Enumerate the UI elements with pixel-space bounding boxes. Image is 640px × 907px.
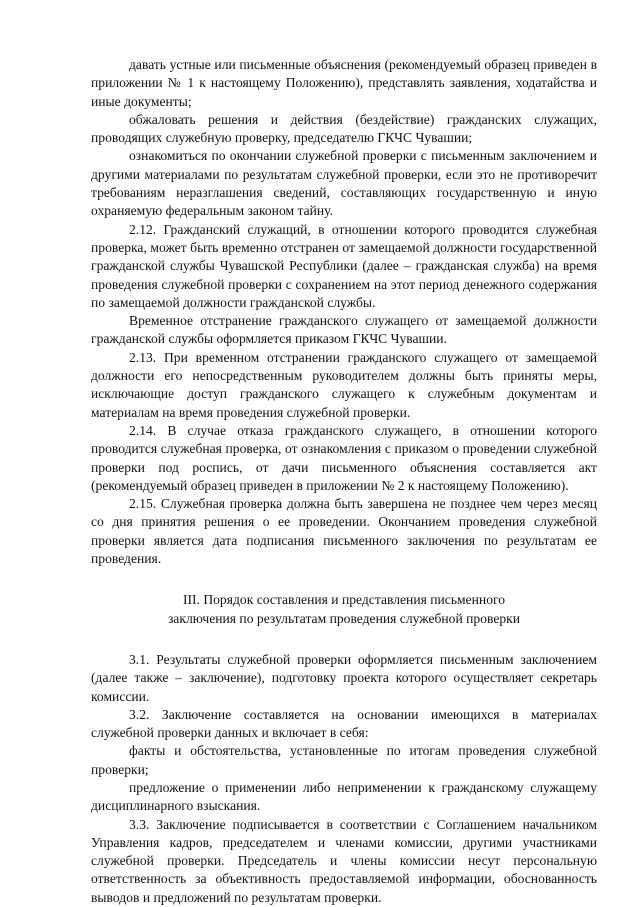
paragraph-3-1: 3.1. Результаты служебной проверки оформляется письменным заключением (далее также – заключение), подготовку проекта которого осуществляет секретарь комиссии. <box>91 651 597 704</box>
paragraph-familiarize: ознакомиться по окончании служебной проверки с письменным заключением и другими материалами по результатам служебной проверки, если это не противоречит требованиям неразглашения сведений, составляющих государственную и иную охраняемую федеральным законом тайну. <box>91 148 597 219</box>
document-page <box>91 56 597 907</box>
section-heading-line-1: III. Порядок составления и представления письменного <box>182 592 506 608</box>
paragraph-explanations: давать устные или письменные объяснения (рекомендуемый образец приведен в приложении № 1 к настоящему Положению), представлять заявления, ходатайства и иные документы; <box>91 57 597 109</box>
section-heading-line-2: заключения по результатам проведения служебной проверки <box>167 610 521 626</box>
paragraph-proposal: предложение о применении либо неприменении к гражданскому служащему дисциплинарного взыскания. <box>91 779 597 814</box>
paragraph-2-12: 2.12. Гражданский служащий, в отношении которого проводится служебная проверка, может быть временно отстранен от замещаемой должности государственной гражданской службы Чувашской Республики (далее – гражданская служба) на время проведения служебной проверки с сохранением на этот период денежного содержания по замещаемой должности гражданской службы. <box>91 221 597 310</box>
section-heading <box>91 591 597 628</box>
paragraph-3-3: 3.3. Заключение подписывается в соответствии с Соглашением начальником Управления кадров, председателем и членами комиссии, другими участниками служебной проверки. Председатель и члены комиссии несут персональную ответственность за объективность предоставляемой информации, обоснованность выводов и предложений по результатам проверки. <box>91 816 597 905</box>
paragraph-appeal: обжаловать решения и действия (бездействие) гражданских служащих, проводящих служебную проверку, председателю ГКЧС Чувашии; <box>91 111 597 146</box>
paragraph-2-13: 2.13. При временном отстранении гражданского служащего от замещаемой должности его непосредственным руководителем должны быть приняты меры, исключающие доступ гражданского служащего к служебным документам и материалам на время проведения служебной проверки. <box>91 349 597 420</box>
paragraph-2-15: 2.15. Служебная проверка должна быть завершена не позднее чем через месяц со дня принятия решения о ее проведении. Окончанием проведения служебной проверки является дата подписания письменного заключения по результатам ее проведения. <box>91 496 597 567</box>
paragraph-suspension-order: Временное отстранение гражданского служащего от замещаемой должности гражданской службы оформляется приказом ГКЧС Чувашии. <box>91 313 597 347</box>
paragraph-facts: факты и обстоятельства, установленные по итогам проведения служебной проверки; <box>91 743 597 777</box>
paragraph-3-2: 3.2. Заключение составляется на основании имеющихся в материалах служебной проверки данных и включает в себя: <box>91 706 597 741</box>
paragraph-2-14: 2.14. В случае отказа гражданского служащего, в отношении которого проводится служебная проверка, от ознакомления с приказом о проведении служебной проверки под роспись, от дачи письменного объяснения составляется акт (рекомендуемый образец приведен в приложении № 2 к настоящему Положению). <box>91 422 597 493</box>
